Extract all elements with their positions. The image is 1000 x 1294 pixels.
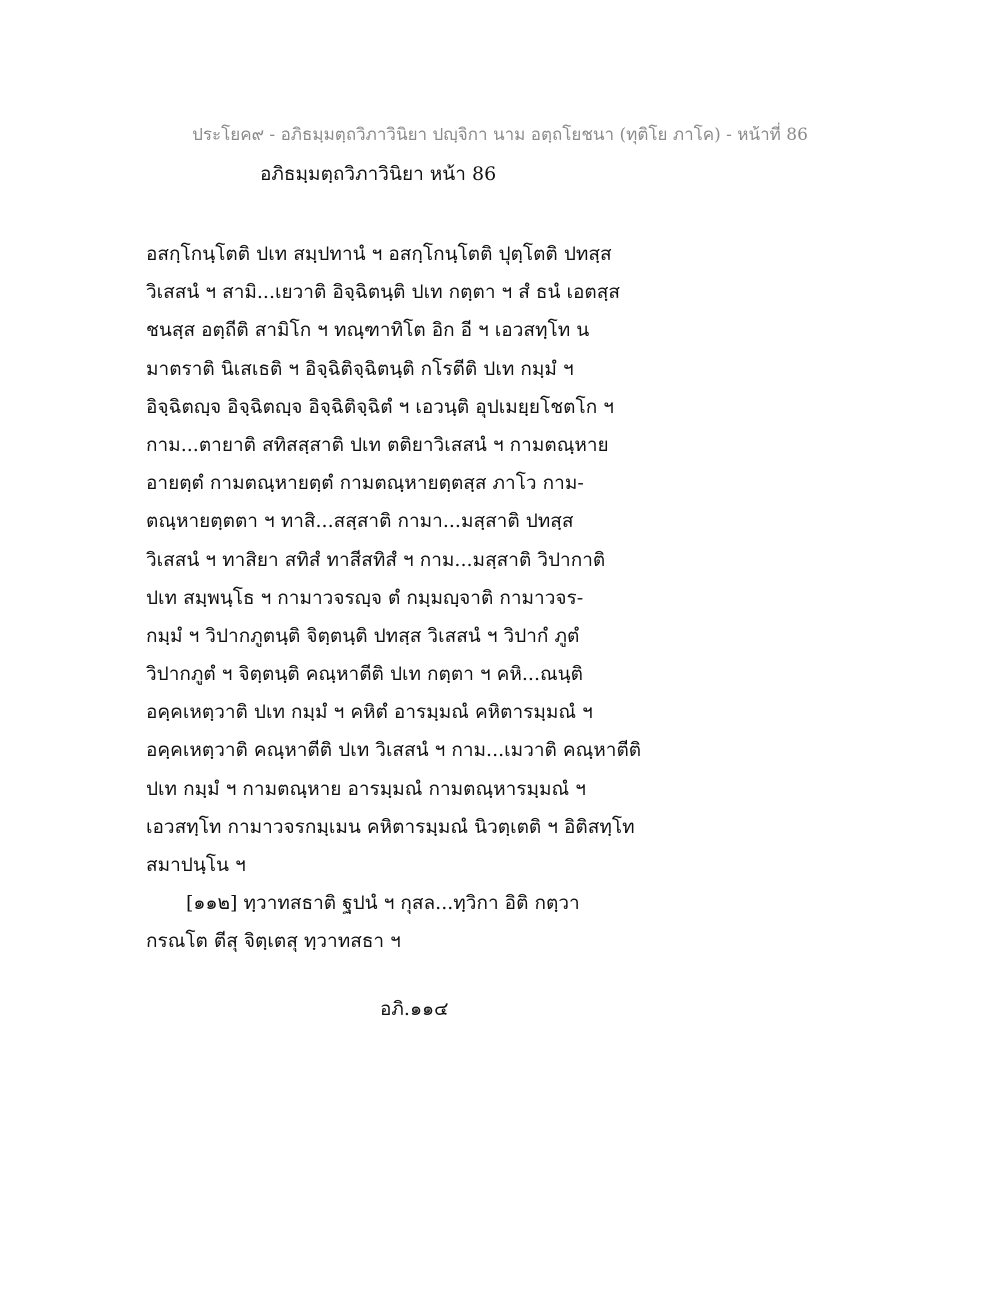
text-line: วิเสสนํ ฯ ทาสิยา สทิสํ ทาสีสทิสํ ฯ กาม...มสฺสาติ วิปากาติ [146,548,606,571]
text-line: ตณฺหายตฺตตา ฯ ทาสิ...สสฺสาติ กามา...มสฺสาติ ปทสฺส [146,510,574,533]
text-line: มาตราติ นิเสเธติ ฯ อิจฺฉิติจฺฉิตนฺติ กโรตีติ ปเท กมฺมํ ฯ [146,357,574,380]
text-line: กรณโต ตีสุ จิตฺเตสุ ทฺวาทสธา ฯ [146,930,401,953]
text-line: สมาปนฺโน ฯ [146,854,246,876]
text-line: กมฺมํ ฯ วิปากภูตนฺติ จิตฺตนฺติ ปทสฺส วิเสสนํ ฯ วิปากํ ภูตํ [146,624,580,647]
text-line: อสกฺโกนฺโตติ ปเท สมฺปทานํ ฯ อสกฺโกนฺโตติ ปุตฺโตติ ปทสฺส [146,243,612,265]
paragraph-start-line: [๑๑๒] ทฺวาทสธาติ ฐปนํ ฯ กุสล...ทฺวิกา อิติ กตฺวา [186,892,580,915]
running-header [0,121,1000,148]
text-line: ปเท สมฺพนฺโธ ฯ กามาวจรญฺจ ตํ กมฺมญฺจาติ กามาวจร- [146,586,584,609]
text-line: อิจฺฉิตญฺจ อิจฺฉิตญฺจ อิจฺฉิติจฺฉิตํ ฯ เอวนฺติ อุปเมยฺยโชตโก ฯ [146,395,614,418]
page-code: อภิ.๑๑๔ [380,998,449,1020]
text-line: กาม...ตายาติ สทิสสฺสาติ ปเท ตติยาวิเสสนํ ฯ กามตณฺหาย [146,433,609,456]
text-line: อคฺคเหตฺวาติ คณฺหาตีติ ปเท วิเสสนํ ฯ กาม...เมวาติ คณฺหาตีติ [146,739,642,762]
body-text [146,235,666,961]
text-line: อายตฺตํ กามตณฺหายตฺตํ กามตณฺหายตฺตสฺส ภาโว กาม- [146,472,584,495]
page-title: อภิธมฺมตฺถวิภาวินิยา หน้า 86 [260,163,497,185]
text-line: ชนสฺส อตฺถีติ สามิโก ฯ ทณฺฑาทิโต อิก อี ฯ เอวสทฺโท น [146,319,590,342]
text-line: เอวสทฺโท กามาวจรกมฺเมน คหิตารมฺมณํ นิวตฺเตติ ฯ อิติสทฺโท [146,815,635,838]
text-line: ปเท กมฺมํ ฯ กามตณฺหาย อารมฺมณํ กามตณฺหารมฺมณํ ฯ [146,777,586,800]
text-line: วิปากภูตํ ฯ จิตฺตนฺติ คณฺหาตีติ ปเท กตฺตา ฯ คหิ...ณนฺติ [146,663,583,686]
text-line: อคฺคเหตฺวาติ ปเท กมฺมํ ฯ คหิตํ อารมฺมณํ คหิตารมฺมณํ ฯ [146,701,593,724]
text-line: วิเสสนํ ฯ สามิ...เยวาติ อิจฺฉิตนฺติ ปเท กตฺตา ฯ สํ ธนํ เอตสฺส [146,281,620,304]
running-title: ประโยค๙ - อภิธมฺมตฺถวิภาวินิยา ปญฺจิกา นาม อตฺถโยชนา (ทุติโย ภาโค) - หน้าที่ 86 [192,125,808,145]
